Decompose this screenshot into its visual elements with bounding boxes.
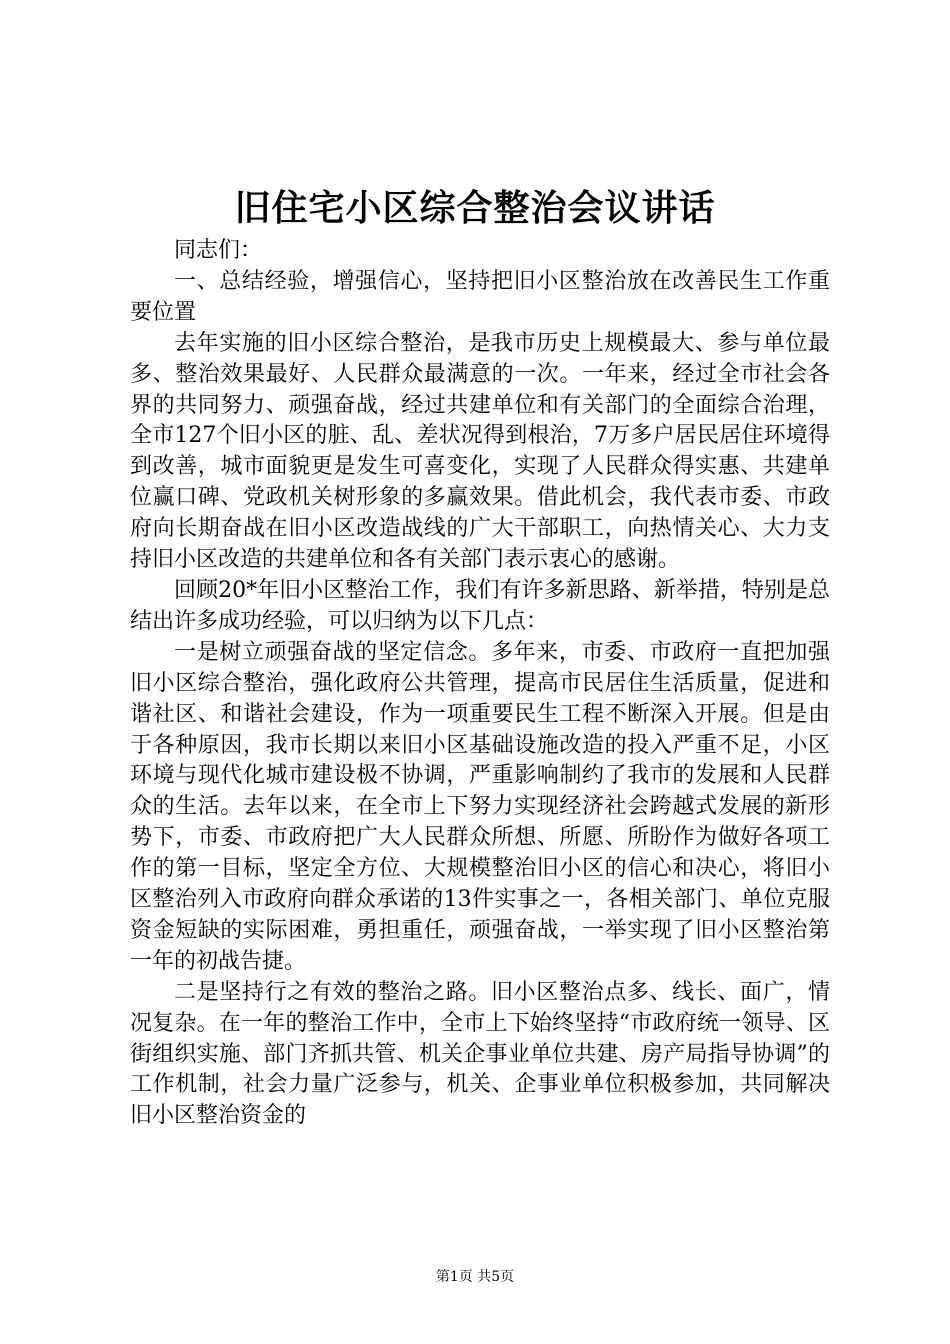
document-body xyxy=(130,236,830,1132)
section-heading: 一、总结经验，增强信心，坚持把旧小区整治放在改善民生工作重要位置 xyxy=(130,268,830,325)
body-paragraph: 回顾20*年旧小区整治工作，我们有许多新思路、新举措，特别是总结出许多成功经验，可以归纳为以下几点： xyxy=(130,577,830,634)
body-paragraph: 二是坚持行之有效的整治之路。旧小区整治点多、线长、面广，情况复杂。在一年的整治工作中，全市上下始终坚持“市政府统一领导、区街组织实施、部门齐抓共管、机关企事业单位共建、房产局指导协调”的工作机制，社会力量广泛参与，机关、企事业单位积极参加，共同解决旧小区整治资金的 xyxy=(130,979,830,1129)
document-title: 旧住宅小区综合整治会议讲话 xyxy=(234,187,716,229)
body-paragraph: 去年实施的旧小区综合整治，是我市历史上规模最大、参与单位最多、整治效果最好、人民群众最满意的一次。一年来，经过全市社会各界的共同努力、顽强奋战，经过共建单位和有关部门的全面综合治理，全市127个旧小区的脏、乱、差状况得到根治，7万多户居民居住环境得到改善，城市面貌更是发生可喜变化，实现了人民群众得实惠、共建单位赢口碑、党政机关树形象的多赢效果。借此机会，我代表市委、市政府向长期奋战在旧小区改造战线的广大干部职工，向热情关心、大力支持旧小区改造的共建单位和各有关部门表示衷心的感谢。 xyxy=(130,330,830,573)
body-paragraph: 一是树立顽强奋战的坚定信念。多年来，市委、市政府一直把加强旧小区综合整治，强化政府公共管理，提高市民居住生活质量，促进和谐社区、和谐社会建设，作为一项重要民生工程不断深入开展。但是由于各种原因，我市长期以来旧小区基础设施改造的投入严重不足，小区环境与现代化城市建设极不协调，严重影响制约了我市的发展和人民群众的生活。去年以来，在全市上下努力实现经济社会跨越式发展的新形势下，市委、市政府把广大人民群众所想、所愿、所盼作为做好各项工作的第一目标，坚定全方位、大规模整治旧小区的信心和决心，将旧小区整治列入市政府向群众承诺的13件实事之一，各相关部门、单位克服资金短缺的实际困难，勇担重任，顽强奋战，一举实现了旧小区整治第一年的初战告捷。 xyxy=(130,639,830,974)
salutation: 同志们： xyxy=(174,238,263,263)
page-number-footer: 第1页 共5页 xyxy=(435,1269,515,1285)
